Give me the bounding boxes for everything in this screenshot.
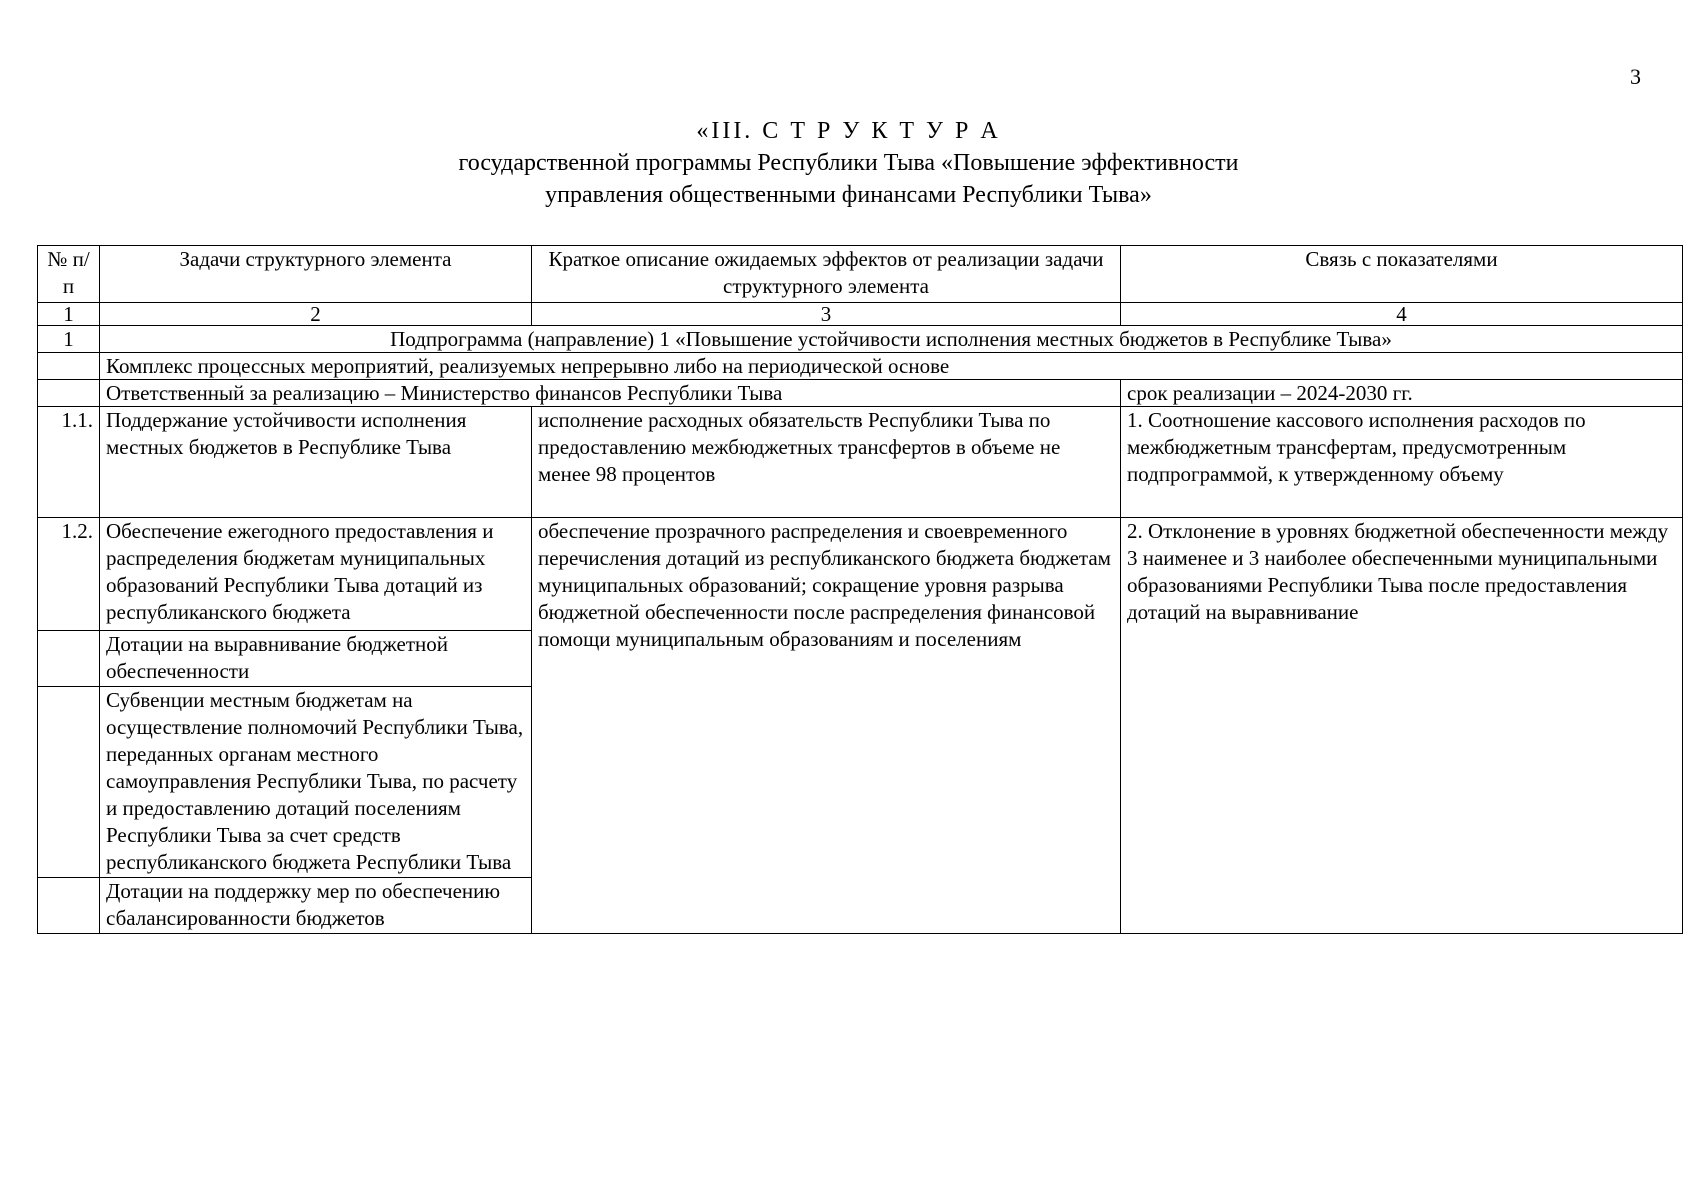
- empty-cell: [38, 687, 100, 878]
- task-cell: Поддержание устойчивости исполнения местных бюджетов в Республике Тыва: [100, 407, 532, 518]
- column-number: 1: [38, 303, 100, 326]
- column-number: 2: [100, 303, 532, 326]
- row-number: 1.1.: [38, 407, 100, 518]
- complex-row: [38, 353, 1683, 380]
- empty-cell: [38, 380, 100, 407]
- title-line-3: управления общественными финансами Республики Тыва»: [545, 182, 1152, 208]
- header-tasks: Задачи структурного элемента: [100, 246, 532, 303]
- responsible-text: Ответственный за реализацию – Министерство финансов Республики Тыва: [100, 380, 1121, 407]
- column-number: 3: [532, 303, 1121, 326]
- column-number-row: [38, 303, 1683, 326]
- indicator-cell: 2. Отклонение в уровнях бюджетной обеспеченности между 3 наименее и 3 наиболее обеспеченными муниципальными образованиями Республики Тыва после предоставления дотаций на выравнивание: [1121, 518, 1683, 934]
- page-number: 3: [1630, 64, 1641, 89]
- column-number: 4: [1121, 303, 1683, 326]
- task-cell: Обеспечение ежегодного предоставления и распределения бюджетам муниципальных образований Республики Тыва дотаций из республиканского бюджета: [100, 518, 532, 631]
- header-indicators: Связь с показателями: [1121, 246, 1683, 303]
- table-row: [38, 407, 1683, 518]
- effect-cell: исполнение расходных обязательств Республики Тыва по предоставлению межбюджетных трансфертов в объеме не менее 98 процентов: [532, 407, 1121, 518]
- complex-description: Комплекс процессных мероприятий, реализуемых непрерывно либо на периодической основе: [100, 353, 1683, 380]
- table-header-row: [38, 246, 1683, 303]
- row-number: 1.2.: [38, 518, 100, 631]
- empty-cell: [38, 353, 100, 380]
- header-effects: Краткое описание ожидаемых эффектов от реализации задачи структурного элемента: [532, 246, 1121, 303]
- empty-cell: [38, 878, 100, 934]
- document-title: [0, 115, 1697, 211]
- effect-cell: обеспечение прозрачного распределения и своевременного перечисления дотаций из республиканского бюджета бюджетам муниципальных образований; сокращение уровня разрыва бюджетной обеспеченности после распределения финансовой помощи муниципальным образованиям и поселениям: [532, 518, 1121, 934]
- subprogram-row: [38, 326, 1683, 353]
- subprogram-title: Подпрограмма (направление) 1 «Повышение устойчивости исполнения местных бюджетов в Республике Тыва»: [100, 326, 1683, 353]
- title-line-1: «III. С Т Р У К Т У Р А: [696, 118, 1001, 144]
- subprogram-number: 1: [38, 326, 100, 353]
- indicator-cell: 1. Соотношение кассового исполнения расходов по межбюджетным трансфертам, предусмотренным подпрограммой, к утвержденному объему: [1121, 407, 1683, 518]
- structure-table: [37, 245, 1683, 934]
- table-row: [38, 518, 1683, 631]
- task-cell: Дотации на поддержку мер по обеспечению сбалансированности бюджетов: [100, 878, 532, 934]
- empty-cell: [38, 631, 100, 687]
- period-text: срок реализации – 2024-2030 гг.: [1121, 380, 1683, 407]
- title-line-2: государственной программы Республики Тыва «Повышение эффективности: [458, 150, 1239, 176]
- header-num: № п/п: [38, 246, 100, 303]
- responsible-row: [38, 380, 1683, 407]
- task-cell: Дотации на выравнивание бюджетной обеспеченности: [100, 631, 532, 687]
- task-cell: Субвенции местным бюджетам на осуществление полномочий Республики Тыва, переданных органам местного самоуправления Республики Тыва, по расчету и предоставлению дотаций поселениям Республики Тыва за счет средств республиканского бюджета Республики Тыва: [100, 687, 532, 878]
